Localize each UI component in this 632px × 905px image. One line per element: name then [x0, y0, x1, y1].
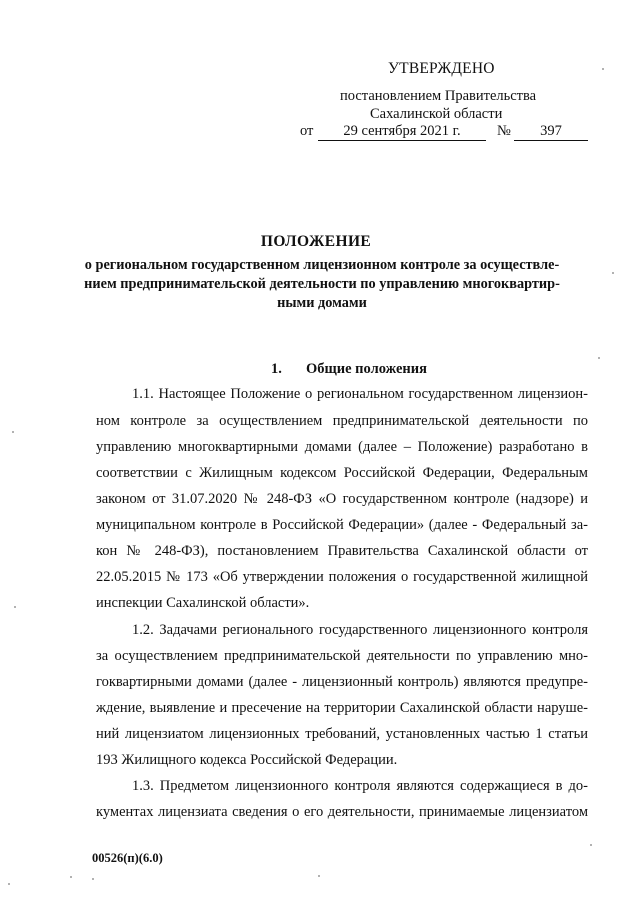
scan-speck	[14, 606, 16, 608]
subtitle-line: о региональном государственном лицензионном контроле за осуществле-	[84, 257, 560, 273]
body-line: 1.1. Настоящее Положение о региональном государственном лицензион-	[132, 386, 588, 402]
approval-number-sign: №	[497, 123, 511, 139]
approval-number: 397	[514, 123, 588, 141]
body-line: ном контроле за осуществлением предпринимательской деятельности по	[96, 413, 588, 429]
body-line: кументах лицензиата сведения о его деятельности, принимаемые лицензиатом	[96, 804, 588, 820]
body-line: гоквартирными домами (далее - лицензионный контроль) являются предупре-	[96, 674, 588, 690]
document-subtitle	[66, 256, 578, 313]
approval-from-label: от	[300, 123, 314, 139]
body-line: 22.05.2015 № 173 «Об утверждении положения о государственной жилищной	[96, 569, 588, 585]
body-line: 193 Жилищного кодекса Российской Федерации.	[96, 752, 398, 768]
body-line: ний лицензиатом лицензионных требований, установленных частью 1 статьи	[96, 726, 588, 742]
document-title: ПОЛОЖЕНИЕ	[260, 233, 372, 250]
body-line: за осуществлением предпринимательской деятельности по управлению мно-	[96, 648, 588, 664]
body-line: кон № 248-ФЗ), постановлением Правительства Сахалинской области от	[96, 543, 588, 559]
scan-speck	[598, 357, 600, 359]
body-line: 1.2. Задачами регионального государственного лицензионного контроля	[132, 622, 588, 638]
scan-speck	[92, 878, 94, 880]
section-number: 1.	[271, 361, 282, 377]
approval-title: УТВЕРЖДЕНО	[388, 60, 495, 77]
scan-speck	[318, 875, 320, 877]
body-line: ждение, выявление и пресечение на территории Сахалинской области наруше-	[96, 700, 588, 716]
subtitle-line: нием предпринимательской деятельности по управлению многоквартир-	[84, 276, 560, 292]
body-line: инспекции Сахалинской области».	[96, 595, 310, 611]
approval-line-1: постановлением Правительства	[340, 88, 537, 104]
scan-speck	[590, 844, 592, 846]
scan-speck	[612, 272, 614, 274]
body-line: 1.3. Предметом лицензионного контроля являются содержащиеся в до-	[132, 778, 588, 794]
body-line: управлению многоквартирными домами (далее – Положение) разработано в	[96, 439, 588, 455]
approval-line-2: Сахалинской области	[370, 106, 503, 122]
section-title: Общие положения	[306, 361, 427, 377]
body-line: законом от 31.07.2020 № 248-ФЗ «О государственном контроле (надзоре) и	[96, 491, 588, 507]
body-line: соответствии с Жилищным кодексом Российской Федерации, Федеральным	[96, 465, 588, 481]
scan-speck	[70, 876, 72, 878]
scan-speck	[602, 68, 604, 70]
body-line: муниципальном контроле в Российской Федерации» (далее - Федеральный за-	[96, 517, 588, 533]
scan-speck	[8, 883, 10, 885]
subtitle-line: ными домами	[277, 295, 367, 311]
footer-code: 00526(п)(6.0)	[92, 851, 163, 865]
scan-speck	[12, 431, 14, 433]
approval-date: 29 сентября 2021 г.	[318, 123, 486, 141]
